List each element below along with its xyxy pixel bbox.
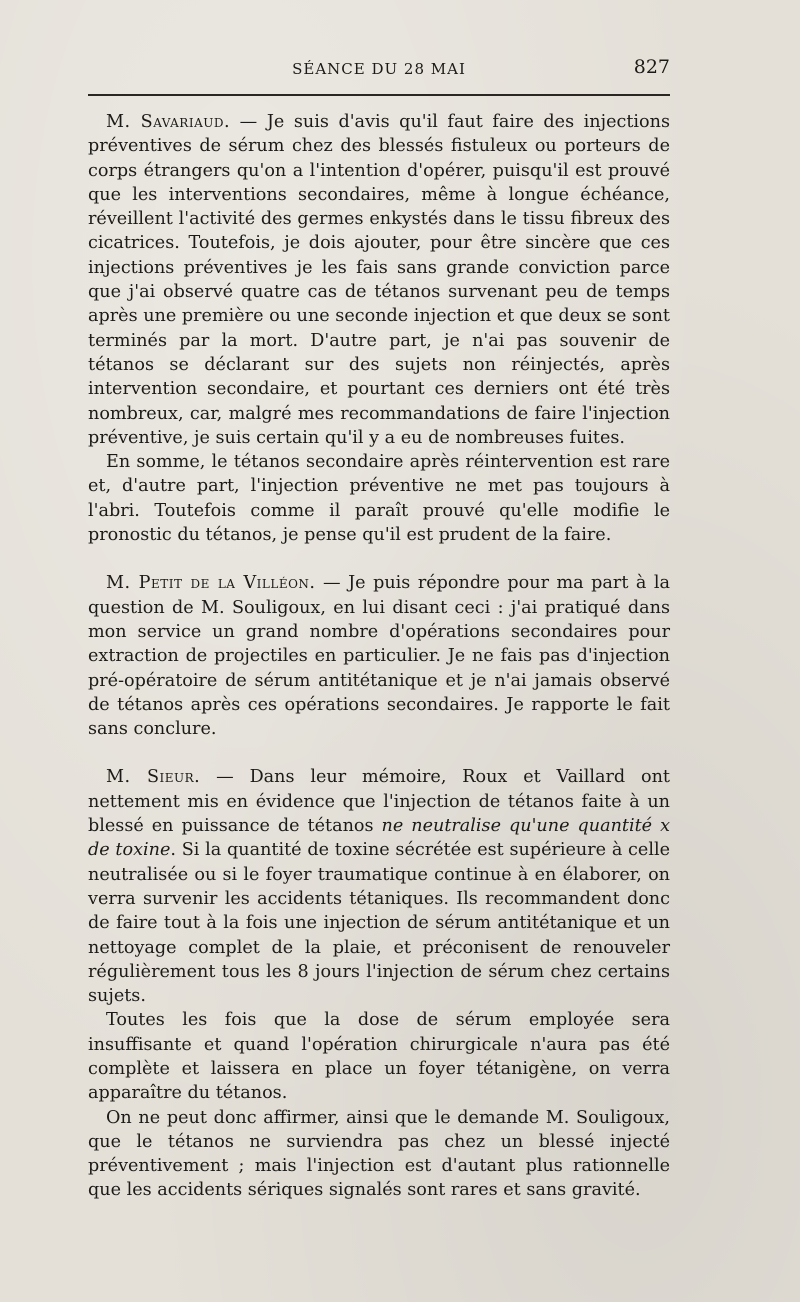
running-head — [88, 52, 670, 82]
running-title: SÉANCE DU 28 MAI — [292, 60, 466, 78]
page-number: 827 — [633, 56, 670, 78]
paragraph-text: . Si la quantité de toxine sécrétée est supérieure à celle neutralisée ou si le foyer traumatique continue à en élaborer, on verra survenir les accidents tétaniques. Ils recommandent donc de faire tout à la fois une injection de sérum antitétanique et un nettoyage complet de la plaie, et préconisent de renouveler régulièrement tous les 8 jours l'injection de sérum chez certains sujets. — [88, 840, 670, 1007]
document-body — [88, 110, 670, 1203]
paragraph-text: — Je suis d'avis qu'il faut faire des injections préventives de sérum chez des blessés fistuleux ou porteurs de corps étrangers qu'on a l'intention d'opérer, puisqu'il est prouvé que les interventions secondaires, même à longue échéance, réveillent l'activité des germes enkystés dans le tissu fibreux des cicatrices. Toutefois, je dois ajouter, pour être sincère que ces injections préventives je les fais sans grande conviction parce que j'ai observé quatre cas de tétanos survenant peu de temps après une première ou une seconde injection et que deux se sont terminés par la mort. D'autre part, je n'ai pas souvenir de tétanos se déclarant sur des sujets non réinjectés, après intervention secondaire, et pourtant ces derniers ont été très nombreux, car, malgré mes recommandations de faire l'injection préventive, je suis certain qu'il y a eu de nombreuses fuites. — [88, 112, 671, 448]
paragraph-text: — Dans leur mémoire, Roux et Vaillard ont nettement mis en évidence que l'injection de tétanos faite à un blessé en puissance de tétanos — [88, 767, 671, 837]
paragraph-savariaud-2: En somme, le tétanos secondaire après réintervention est rare et, d'autre part, l'injection préventive ne met pas toujours à l'abri. Toutefois comme il paraît prouvé qu'elle modifie le pronostic du tétanos, je pense qu'il est prudent de la faire. — [88, 452, 670, 546]
speaker-name: M. Sieur. — [106, 767, 201, 788]
italic-quote: ne neutralise qu'une quantité x de toxine — [88, 816, 670, 861]
paragraph-petit-de-la-villeon — [88, 571, 670, 741]
speaker-name: M. Savariaud. — [106, 112, 231, 132]
paragraph-savariaud-1 — [88, 110, 670, 450]
section-gap — [88, 547, 670, 571]
section-gap — [88, 741, 670, 765]
speaker-name: M. Petit de la Villéon. — [106, 573, 316, 594]
paragraph-text: — Je puis répondre pour ma part à la question de M. Souligoux, en lui disant ceci : j'ai pratiqué dans mon service un grand nombre d'opérations secondaires pour extraction de projectiles en particulier. Je ne fais pas d'injection pré-opératoire de sérum antitétanique et je n'ai jamais observé de tétanos après ces opérations secondaires. Je rapporte le fait sans conclure. — [88, 573, 670, 740]
paragraph-sieur-1 — [88, 765, 670, 1008]
header-rule — [88, 94, 670, 96]
paragraph-sieur-3: On ne peut donc affirmer, ainsi que le demande M. Souligoux, que le tétanos ne surviendra pas chez un blessé injecté préventivement ; mais l'injection est d'autant plus rationnelle que les accidents sériques signalés sont rares et sans gravité. — [88, 1107, 670, 1201]
paragraph-sieur-2: Toutes les fois que la dose de sérum employée sera insuffisante et quand l'opération chirurgicale n'aura pas été complète et laissera en place un foyer tétanigène, on verra apparaître du tétanos. — [88, 1010, 670, 1104]
